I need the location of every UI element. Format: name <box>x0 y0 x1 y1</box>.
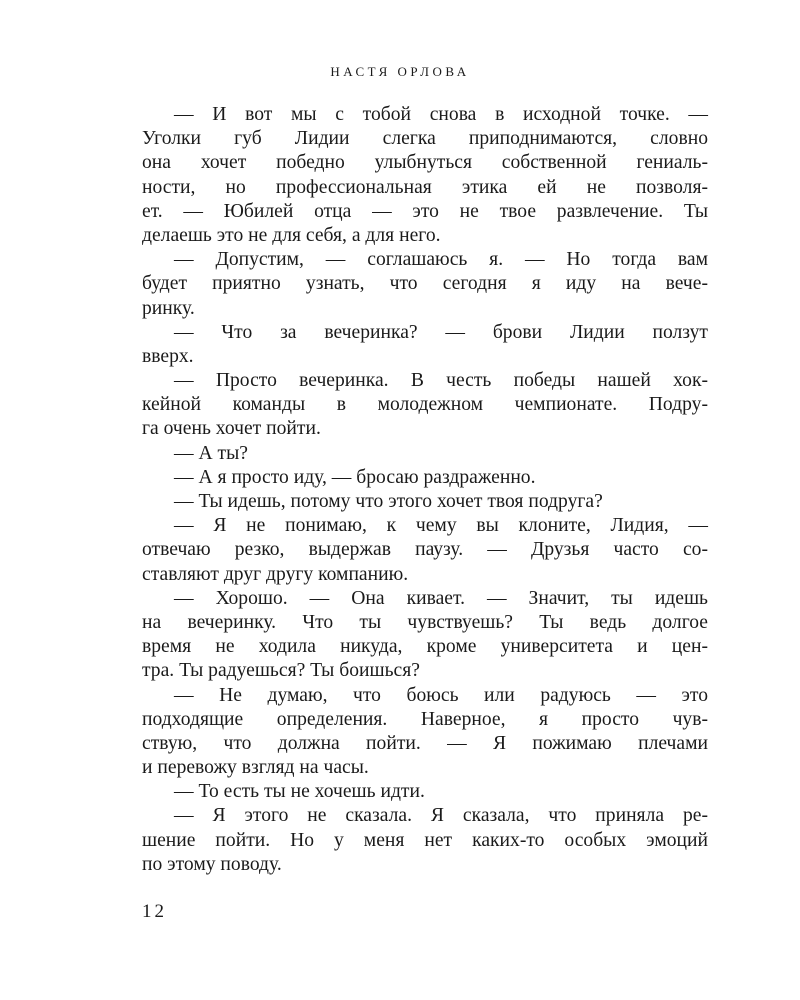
text-line: ности, но профессиональная этика ей не позволя- <box>142 176 708 198</box>
text-line: тра. Ты радуешься? Ты боишься? <box>142 660 420 682</box>
text-line: будет приятно узнать, что сегодня я иду на вече- <box>142 273 708 295</box>
text-line: и перевожу взгляд на часы. <box>142 757 369 779</box>
text-line: ринку. <box>142 297 195 319</box>
text-line: вверх. <box>142 345 194 367</box>
text-line: Уголки губ Лидии слегка приподнимаются, словно <box>142 128 708 150</box>
text-line: на вечеринку. Что ты чувствуешь? Ты ведь долгое <box>142 611 708 633</box>
text-line: ставляют друг другу компанию. <box>142 563 409 585</box>
text-line: — Я этого не сказала. Я сказала, что приняла ре- <box>174 805 708 827</box>
text-line: — То есть ты не хочешь идти. <box>174 781 425 803</box>
text-line: — Хорошо. — Она кивает. — Значит, ты идешь <box>174 587 708 609</box>
text-line: — Ты идешь, потому что этого хочет твоя подруга? <box>174 491 603 512</box>
running-head-author: НАСТЯ ОРЛОВА <box>330 64 470 79</box>
page-number: 12 <box>142 901 167 922</box>
text-line: — Что за вечеринка? — брови Лидии ползут <box>174 321 708 343</box>
text-line: — Допустим, — соглашаюсь я. — Но тогда вам <box>174 249 708 271</box>
text-line: — Просто вечеринка. В честь победы нашей хок- <box>174 370 708 392</box>
text-line: кейной команды в молодежном чемпионате. Подру- <box>142 394 708 416</box>
text-line: подходящие определения. Наверное, я просто чув- <box>142 708 708 730</box>
text-line: — А ты? <box>174 442 248 464</box>
text-line: отвечаю резко, выдержав паузу. — Друзья часто со- <box>142 539 708 561</box>
text-line: — Не думаю, что боюсь или радуюсь — это <box>174 684 708 706</box>
text-line: по этому поводу. <box>142 853 282 875</box>
text-line: га очень хочет пойти. <box>142 418 321 440</box>
text-line: — А я просто иду, — бросаю раздраженно. <box>174 466 536 488</box>
text-line: делаешь это не для себя, а для него. <box>142 224 441 246</box>
text-line: шение пойти. Но у меня нет каких-то особых эмоций <box>142 829 708 851</box>
text-line: ет. — Юбилей отца — это не твое развлечение. Ты <box>142 200 708 222</box>
text-line: она хочет победно улыбнуться собственной гениаль- <box>142 152 708 174</box>
text-line: время не ходила никуда, кроме университета и цен- <box>142 636 708 658</box>
text-line: — И вот мы с тобой снова в исходной точке. — <box>174 104 708 125</box>
body-text <box>142 103 708 877</box>
text-line: — Я не понимаю, к чему вы клоните, Лидия, — <box>174 515 708 537</box>
text-line: ствую, что должна пойти. — Я пожимаю плечами <box>142 732 708 754</box>
